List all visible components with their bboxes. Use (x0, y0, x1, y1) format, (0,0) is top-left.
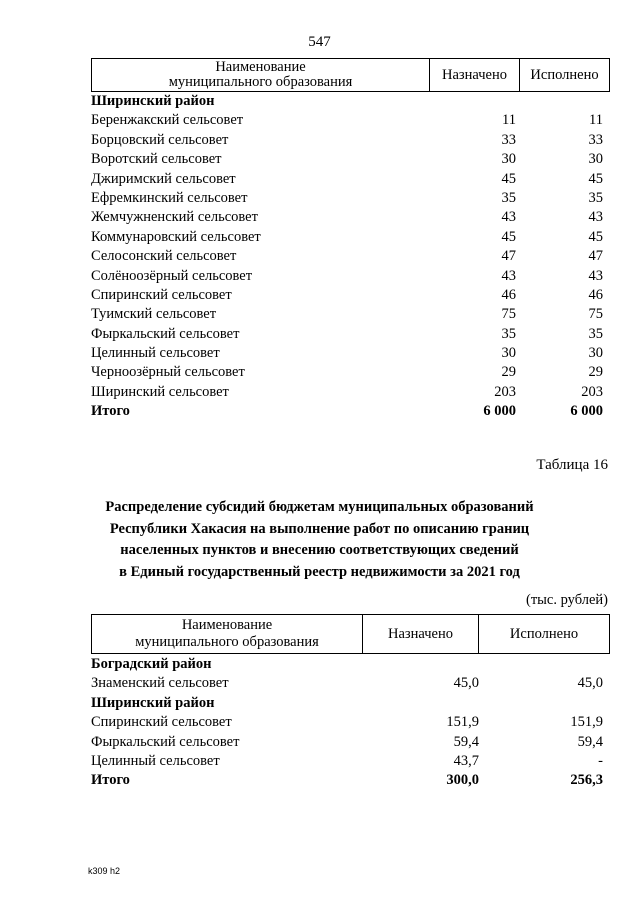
table-row (91, 383, 603, 402)
row-executed: 43 (588, 209, 603, 226)
row-executed: 203 (581, 383, 603, 400)
table1-header-name (92, 59, 430, 91)
total-assigned: 6 000 (483, 403, 516, 420)
table-title-line: Республики Хакасия на выполнение работ по описанию границ (109, 520, 530, 537)
row-assigned: 30 (501, 151, 516, 168)
table2-header-name (92, 615, 363, 653)
row-name: Туимский сельсовет (91, 306, 217, 323)
table-row (91, 363, 603, 382)
row-assigned: 35 (501, 325, 516, 342)
row-name: Спиринский сельсовет (91, 286, 232, 303)
row-assigned: 43,7 (453, 752, 479, 769)
row-name: Целинный сельсовет (91, 752, 220, 769)
row-executed: 45 (588, 170, 603, 187)
table-row (91, 674, 603, 693)
table-row (91, 228, 603, 247)
row-executed: 151,9 (570, 714, 603, 731)
table2-header-executed: Исполнено (509, 625, 579, 642)
row-name: Ефремкинский сельсовет (91, 189, 248, 206)
row-executed: - (598, 752, 603, 769)
row-executed: 59,4 (577, 733, 603, 750)
row-assigned: 43 (501, 209, 516, 226)
row-name: Знаменский сельсовет (91, 675, 229, 692)
row-name: Беренжакский сельсовет (91, 112, 244, 129)
row-name: Борцовский сельсовет (91, 131, 229, 148)
table-row (91, 344, 603, 363)
row-assigned: 11 (502, 112, 516, 129)
table-row (91, 189, 603, 208)
row-name: Черноозёрный сельсовет (91, 364, 245, 381)
table-title-line: Распределение субсидий бюджетам муниципальных образований (105, 499, 534, 515)
row-executed: 30 (588, 345, 603, 362)
table-row (91, 713, 603, 732)
page-number: 547 (308, 34, 331, 50)
table-row (91, 286, 603, 305)
table-row (91, 170, 603, 189)
row-executed: 35 (588, 189, 603, 206)
table1-header (91, 58, 610, 92)
row-name: Фыркальский сельсовет (91, 325, 240, 342)
row-assigned: 203 (494, 383, 516, 400)
row-name: Селосонский сельсовет (91, 248, 237, 265)
table1-total-row (91, 402, 603, 421)
row-assigned: 59,4 (453, 733, 479, 750)
row-assigned: 45,0 (453, 675, 479, 692)
row-name: Воротский сельсовет (91, 151, 222, 168)
table-row (91, 325, 603, 344)
table2-district (91, 655, 603, 674)
row-assigned: 33 (501, 131, 516, 148)
row-executed: 11 (589, 112, 603, 129)
table-row (91, 208, 603, 227)
table-row (91, 733, 603, 752)
table1-header-name-line2: муниципального образования (168, 74, 353, 90)
row-name: Жемчужненский сельсовет (91, 209, 258, 226)
table-row (91, 267, 603, 286)
row-executed: 33 (588, 131, 603, 148)
table1-body (91, 92, 603, 422)
row-executed: 30 (588, 151, 603, 168)
table2-header-name-line1: Наименование (181, 617, 273, 633)
table-label: Таблица 16 (536, 457, 608, 473)
table-row (91, 752, 603, 771)
row-executed: 29 (588, 364, 603, 381)
total-executed: 6 000 (570, 403, 603, 420)
table-row (91, 111, 603, 130)
row-assigned: 45 (501, 170, 516, 187)
total-label: Итого (91, 403, 130, 420)
row-name: Джиримский сельсовет (91, 170, 236, 187)
units-label: (тыс. рублей) (526, 592, 608, 608)
table2-header (91, 614, 610, 654)
district-name: Боградский район (91, 656, 212, 672)
row-assigned: 29 (501, 364, 516, 381)
footer-code: k309 h2 (88, 866, 121, 876)
row-executed: 47 (588, 248, 603, 265)
row-executed: 75 (588, 306, 603, 323)
table1-district (91, 92, 603, 111)
table2-header-name-line2: муниципального образования (135, 634, 319, 650)
table1-header-assigned: Назначено (430, 59, 520, 91)
table2-header-assigned: Назначено (363, 615, 479, 653)
row-name: Фыркальский сельсовет (91, 733, 240, 750)
row-executed: 46 (588, 286, 603, 303)
row-executed: 35 (588, 325, 603, 342)
row-executed: 45,0 (577, 675, 603, 692)
row-assigned: 151,9 (446, 714, 479, 731)
table2-total-row (91, 771, 603, 790)
table-row (91, 305, 603, 324)
row-name: Целинный сельсовет (91, 345, 220, 362)
row-assigned: 75 (501, 306, 516, 323)
table2-district (91, 694, 603, 713)
row-executed: 45 (588, 228, 603, 245)
row-name: Коммунаровский сельсовет (91, 228, 261, 245)
table1-header-name-line1: Наименование (215, 59, 306, 75)
table-title (0, 497, 639, 583)
table2-body (91, 655, 603, 791)
table-row (91, 150, 603, 169)
row-assigned: 45 (501, 228, 516, 245)
row-name: Ширинский сельсовет (91, 383, 229, 400)
row-assigned: 35 (501, 189, 516, 206)
row-assigned: 30 (501, 345, 516, 362)
total-assigned: 300,0 (446, 772, 479, 789)
district-name: Ширинский район (91, 93, 215, 109)
table-row (91, 247, 603, 266)
district-name: Ширинский район (91, 694, 215, 711)
row-assigned: 47 (501, 248, 516, 265)
total-executed: 256,3 (570, 772, 603, 789)
row-name: Солёноозёрный сельсовет (91, 267, 253, 284)
table-row (91, 131, 603, 150)
row-assigned: 46 (501, 286, 516, 303)
table1-header-executed: Исполнено (530, 66, 599, 83)
row-assigned: 43 (501, 267, 516, 284)
row-name: Спиринский сельсовет (91, 714, 232, 731)
table-title-line: в Единый государственный реестр недвижимости за 2021 год (119, 563, 520, 580)
table-title-line: населенных пунктов и внесению соответствующих сведений (120, 542, 519, 558)
row-executed: 43 (588, 267, 603, 284)
total-label: Итого (91, 772, 130, 789)
